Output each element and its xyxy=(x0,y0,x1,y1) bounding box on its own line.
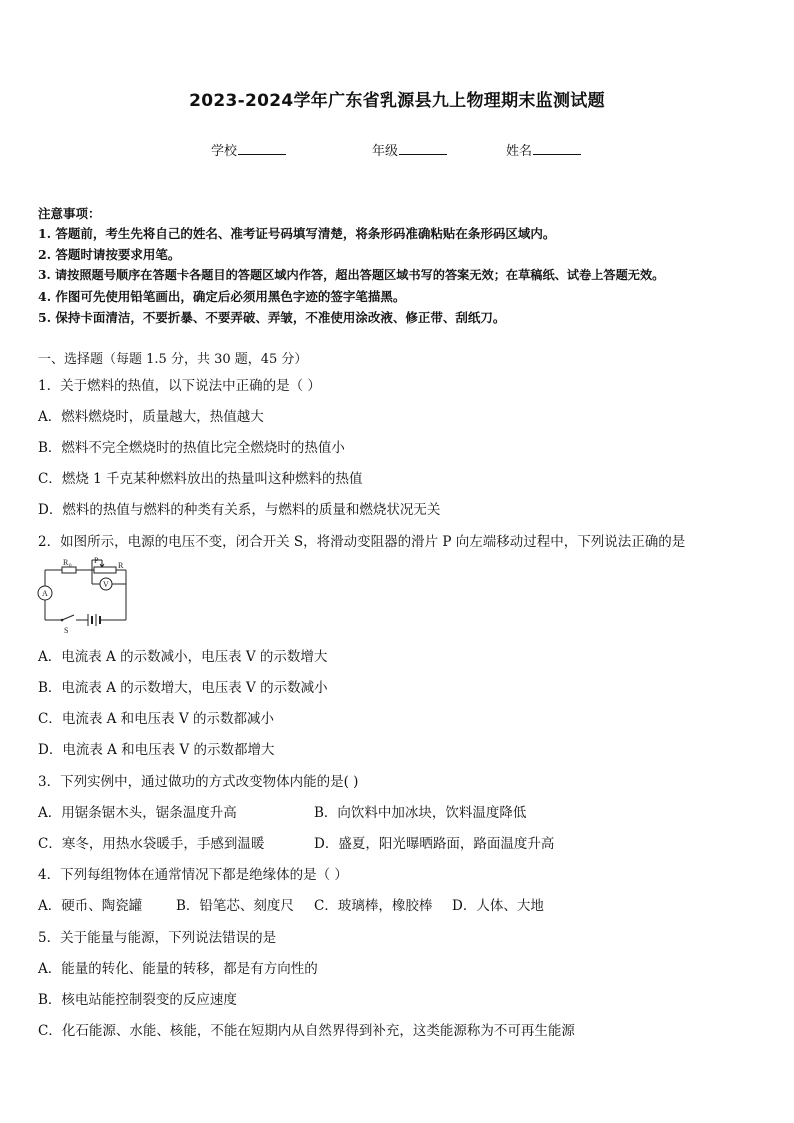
question-5-stem: 5．关于能量与能源，下列说法错误的是 xyxy=(38,930,277,946)
question-2-option-d: D．电流表 A 和电压表 V 的示数都增大 xyxy=(38,742,275,758)
question-3-option-a: A．用锯条锯木头，锯条温度升高 xyxy=(38,805,237,821)
note-item: 2. 答题时请按要求用笔。 xyxy=(38,247,181,262)
label-r0-sub: 0 xyxy=(69,564,72,569)
question-3-stem: 3．下列实例中，通过做功的方式改变物体内能的是( ) xyxy=(38,774,359,790)
label-a: A xyxy=(42,589,48,598)
question-3-option-d: D．盛夏，阳光曝晒路面，路面温度升高 xyxy=(314,836,555,852)
question-1-option-b: B．燃料不完全燃烧时的热值比完全燃烧时的热值小 xyxy=(38,440,345,456)
question-5-option-a: A．能量的转化、能量的转移，都是有方向性的 xyxy=(38,961,318,977)
label-v: V xyxy=(103,580,109,589)
note-item: 3. 请按照题号顺序在答题卡各题目的答题区域内作答，超出答题区域书写的答案无效；在草稿纸、试卷上答题无效。 xyxy=(38,268,665,282)
page-title: 2023-2024学年广东省乳源县九上物理期末监测试题 xyxy=(189,91,605,111)
question-3-option-c: C．寒冬，用热水袋暖手，手感到温暖 xyxy=(38,836,265,852)
grade-field xyxy=(372,140,447,159)
label-r0: R xyxy=(63,558,69,567)
notes-heading: 注意事项： xyxy=(38,206,101,221)
question-1-option-c: C．燃烧 1 千克某种燃料放出的热量叫这种燃料的热值 xyxy=(38,471,363,487)
question-1-option-d: D．燃料的热值与燃料的种类有关系，与燃料的质量和燃烧状况无关 xyxy=(38,502,441,518)
question-1-option-a: A．燃料燃烧时，质量越大，热值越大 xyxy=(38,409,264,425)
question-4-stem: 4．下列每组物体在通常情况下都是绝缘体的是（ ） xyxy=(38,867,348,883)
school-label: 学校 xyxy=(211,144,238,159)
label-p: P xyxy=(94,556,99,565)
question-1-stem: 1．关于燃料的热值，以下说法中正确的是（ ） xyxy=(38,378,321,394)
name-field xyxy=(506,140,581,159)
question-2-option-b: B．电流表 A 的示数增大，电压表 V 的示数减小 xyxy=(38,680,328,696)
label-r: R xyxy=(118,561,124,570)
question-2-option-c: C．电流表 A 和电压表 V 的示数都减小 xyxy=(38,711,274,727)
question-2-stem: 2．如图所示，电源的电压不变，闭合开关 S，将滑动变阻器的滑片 P 向左端移动过程中，下列说法正确的是 xyxy=(38,534,686,550)
note-item: 1. 答题前，考生先将自己的姓名、准考证号码填写清楚，将条形码准确粘贴在条形码区域内。 xyxy=(38,226,556,241)
circuit-diagram xyxy=(36,556,132,636)
question-4-option-b: B．铅笔芯、刻度尺 xyxy=(176,898,294,914)
question-4-option-c: C．玻璃棒，橡胶棒 xyxy=(314,898,433,914)
switch-pivot xyxy=(61,619,64,622)
name-blank xyxy=(533,143,581,155)
section-heading: 一、选择题（每题 1.5 分，共 30 题，45 分） xyxy=(38,352,308,367)
question-5-option-c: C．化石能源、水能、核能，不能在短期内从自然界得到补充，这类能源称为不可再生能源 xyxy=(38,1023,575,1039)
label-s: S xyxy=(64,626,69,635)
question-2-option-a: A．电流表 A 的示数减小，电压表 V 的示数增大 xyxy=(38,649,328,665)
name-label: 姓名 xyxy=(506,144,533,159)
question-5-option-b: B．核电站能控制裂变的反应速度 xyxy=(38,992,237,1008)
question-4-option-d: D．人体、大地 xyxy=(452,898,544,914)
school-field xyxy=(211,140,286,159)
note-item: 5. 保持卡面清洁，不要折暴、不要弄破、弄皱，不准使用涂改液、修正带、刮纸刀。 xyxy=(38,310,506,325)
grade-blank xyxy=(399,143,447,155)
school-blank xyxy=(238,143,286,155)
question-4-option-a: A．硬币、陶瓷罐 xyxy=(38,898,143,914)
question-3-option-b: B．向饮料中加冰块，饮料温度降低 xyxy=(314,805,527,821)
note-item: 4. 作图可先使用铅笔画出，确定后必须用黑色字迹的签字笔描黑。 xyxy=(38,289,406,304)
grade-label: 年级 xyxy=(372,144,399,159)
